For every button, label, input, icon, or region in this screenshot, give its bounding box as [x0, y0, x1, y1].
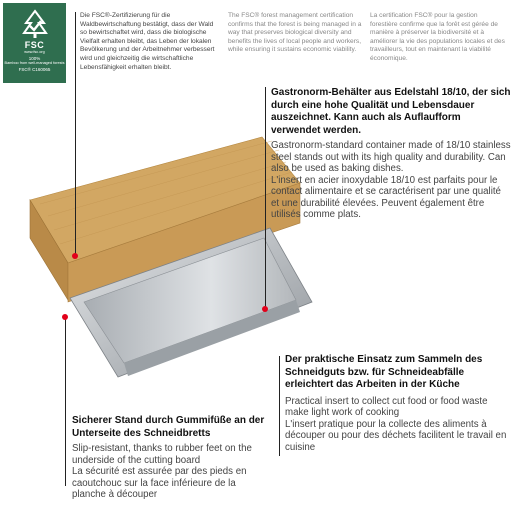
- guide-line-feet: [65, 318, 66, 486]
- guide-line-insert: [279, 356, 280, 456]
- guide-dot-feet: [62, 314, 68, 320]
- feature-insert-en: Practical insert to collect cut food or food waste make light work of cooking: [285, 395, 488, 418]
- certification-text-fr: La certification FSC® pour la gestion forestière confirme que la forêt est gérée de manière à préserver la biodiversité et à améliorer la vie des populations locales et des travailleurs, tout en maintenant la viabilité économique.: [370, 12, 505, 62]
- feature-insert-fr: L'insert pratique pour la collecte des aliments à découper ou pour des déchets facilitent le travail en cuisine: [285, 418, 507, 453]
- feature-rubber-feet: [72, 415, 272, 501]
- fsc-site: www.fsc.org: [24, 50, 45, 54]
- fsc-material: Bamboo from well-managed forests: [4, 60, 65, 65]
- guide-line-fsc: [75, 12, 76, 256]
- guide-dot-container: [262, 306, 268, 312]
- feature-container: [271, 87, 511, 221]
- certification-text-en: The FSC® forest management certification confirms that the forest is being managed in a way that preserves biological diversity and benefits the lives of local people and workers, while ensuring it sustains economic viability.: [228, 12, 362, 54]
- certification-text-de: Die FSC®-Zertifizierung für die Waldbewirtschaftung bestätigt, dass der Wald so bewirtschaftet wird, dass die biologische Vielfalt erhalten bleibt, das Leben der lokalen Bevölkerung und der Arbeitnehmer verbessert wird und gleichzeitig die wirtschaftliche Lebensfähigkeit erhalten bleibt.: [80, 12, 215, 71]
- feature-insert-heading: Der praktische Einsatz zum Sammeln des Schneidguts bzw. für Schneideabfälle erleichtert das Arbeiten in der Küche: [285, 354, 483, 390]
- feature-container-heading: Gastronorm-Behälter aus Edelstahl 18/10, der sich durch eine hohe Qualität und Lebensdauer auszeichnet. Kann auch als Auflaufform verwendet werden.: [271, 87, 511, 136]
- feature-rubber-feet-fr: La sécurité est assurée par des pieds en caoutchouc sur la face inférieure de la planche à découper: [72, 466, 247, 500]
- feature-rubber-feet-heading: Sicherer Stand durch Gummifüße an der Unterseite des Schneidbretts: [72, 415, 265, 439]
- fsc-tree-check-icon: [22, 9, 48, 39]
- fsc-badge: [3, 3, 66, 83]
- feature-insert: [285, 354, 510, 453]
- feature-rubber-feet-en: Slip-resistant, thanks to rubber feet on the underside of the cutting board: [72, 443, 252, 466]
- fsc-percent: 100%: [28, 55, 41, 61]
- fsc-name: FSC: [24, 40, 45, 50]
- guide-dot-fsc: [72, 253, 78, 259]
- guide-line-container: [265, 87, 266, 309]
- feature-container-en: Gastronorm-standard container made of 18/10 stainless steel stands out with its high quality and durability. Can also be used as baking dishes.: [271, 140, 511, 174]
- feature-container-fr: L'insert en acier inoxydable 18/10 est parfaits pour le contact alimentaire et se caractérisent par une qualité et une durabilité élevées. Peuvent également être utilisés comme plats.: [271, 174, 501, 220]
- fsc-license: FSC® C160065: [18, 67, 51, 72]
